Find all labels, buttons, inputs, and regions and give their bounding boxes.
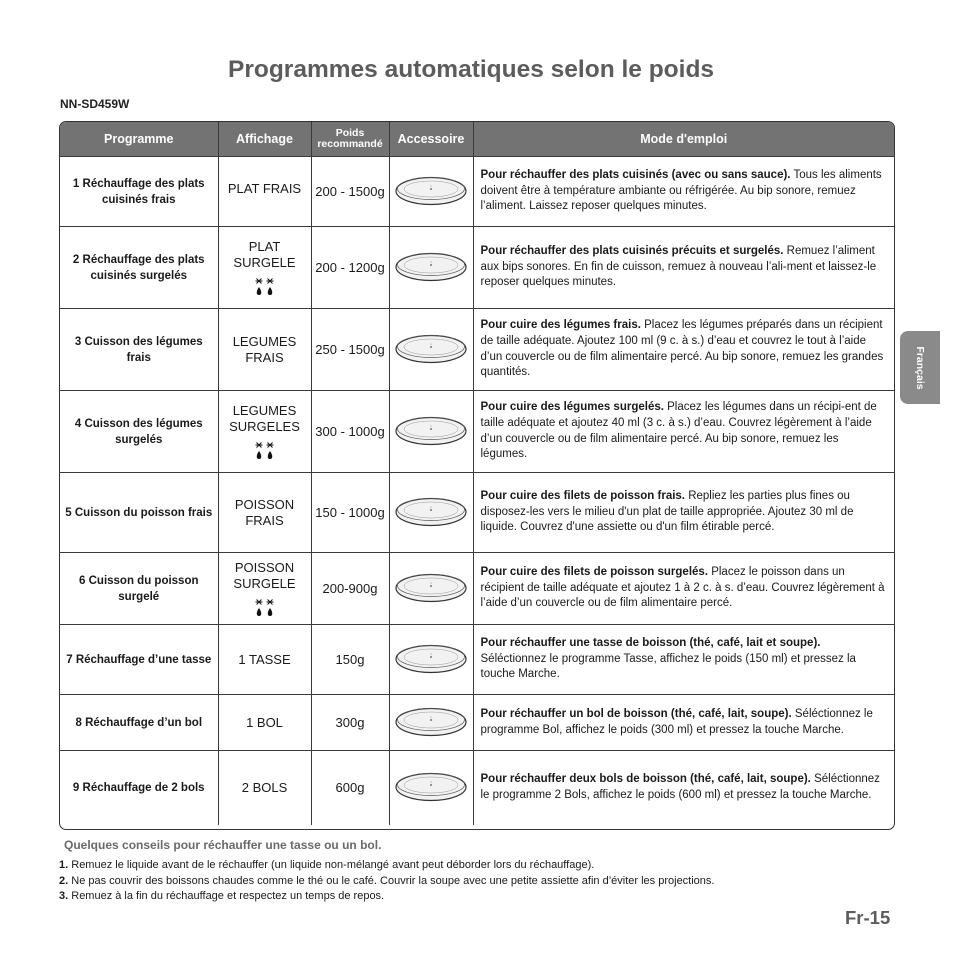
tip-text: Remuez à la fin du réchauffage et respectez un temps de repos. xyxy=(68,890,385,902)
weight-cell: 150g xyxy=(311,625,389,695)
instructions-text: Séléctionnez le programme 2 Bols, affichez le poids (600 ml) et pressez la touche Marche. xyxy=(480,773,880,801)
display-text: 1 BOL xyxy=(246,714,283,730)
display-text: LEGUMES SURGELES xyxy=(229,402,300,434)
instructions-lead: Pour réchauffer deux bols de boisson (thé, café, lait, soupe). xyxy=(480,773,811,786)
instructions-lead: Pour réchauffer une tasse de boisson (thé, café, lait et soupe). xyxy=(480,637,821,650)
tip-number: 2. xyxy=(59,874,69,887)
programme-label: Réchauffage de 2 bols xyxy=(82,781,205,794)
turntable-plate-icon xyxy=(395,641,467,675)
language-tab-label: Français xyxy=(914,345,926,390)
programme-label: Cuisson du poisson frais xyxy=(74,506,213,519)
instructions-lead: Pour réchauffer des plats cuisinés précuits et surgelés. xyxy=(480,245,784,258)
page-title: Programmes automatiques selon le poids xyxy=(228,56,715,83)
header-poids: Poids recommandé xyxy=(311,122,389,157)
accessory-cell xyxy=(389,309,473,391)
tip-number: 3. xyxy=(59,890,69,902)
programme-label: Réchauffage des plats cuisinés surgelés xyxy=(82,253,205,282)
programme-number: 3 xyxy=(74,335,82,348)
accessory-cell xyxy=(389,751,473,825)
programme-label: Réchauffage des plats cuisinés frais xyxy=(82,177,205,206)
turntable-plate-icon xyxy=(395,249,467,283)
frozen-icon xyxy=(254,598,276,618)
affichage-cell xyxy=(218,625,311,695)
tip-number: 1. xyxy=(59,859,69,871)
instructions-text: Tous les aliments doivent être à température ambiante ou réfrigérée. Au bip sonore, remuez l’aliment. Laissez reposer quelques minutes. xyxy=(480,169,882,213)
affichage-cell xyxy=(218,227,311,309)
programs-table xyxy=(59,121,895,830)
table-row xyxy=(60,157,894,227)
table-row xyxy=(60,391,894,473)
affichage-cell xyxy=(218,157,311,227)
display-text: PLAT FRAIS xyxy=(227,181,302,196)
table-row xyxy=(60,695,894,751)
affichage-cell xyxy=(218,473,311,553)
programme-cell xyxy=(60,473,218,553)
programme-number: 6 xyxy=(79,574,86,587)
programme-number: 9 xyxy=(72,781,80,794)
instructions-cell xyxy=(473,553,894,625)
turntable-plate-icon xyxy=(395,570,467,604)
weight-cell: 250 - 1500g xyxy=(311,309,389,391)
instructions-text: Placez le poisson dans un récipient de taille adéquate et ajoutez 1 à 2 c. à s. d’eau. Couvrez légèrement à l’aide d’un couvercle ou de film alimentaire percé. xyxy=(480,566,885,610)
programme-cell xyxy=(60,227,218,309)
affichage-cell xyxy=(218,309,311,391)
model-number: NN-SD459W xyxy=(60,97,130,111)
programme-label: Réchauffage d’une tasse xyxy=(75,653,212,666)
header-affichage: Affichage xyxy=(218,122,311,157)
tip-text: Ne pas couvrir des boissons chaudes comme le thé ou le café. Couvrir la soupe avec une petite assiette afin d’éviter les projections. xyxy=(68,874,715,887)
programme-cell xyxy=(60,695,218,751)
display-text: 1 TASSE xyxy=(238,651,291,667)
programme-number: 1 xyxy=(72,177,80,190)
programme-cell xyxy=(60,391,218,473)
page-number: Fr-15 xyxy=(845,907,891,928)
instructions-cell xyxy=(473,309,894,391)
display-text: PLAT SURGELE xyxy=(233,238,296,270)
accessory-cell xyxy=(389,473,473,553)
instructions-text: Séléctionnez le programme Bol, affichez le poids (300 ml) et pressez la touche Marche. xyxy=(480,707,873,736)
frozen-icon xyxy=(254,441,276,461)
display-text: POISSON FRAIS xyxy=(234,496,295,528)
weight-cell: 200-900g xyxy=(311,553,389,625)
programme-number: 7 xyxy=(66,653,73,666)
instructions-cell xyxy=(473,157,894,227)
table-row xyxy=(60,309,894,391)
programme-label: Cuisson des légumes frais xyxy=(84,335,203,364)
instructions-text: Placez les légumes dans un récipi-ent de taille adéquate et ajoutez 40 ml (3 c. à s.) d’eau. Couvrez légèrement à l’aide d’un couvercle ou de film alimentaire percé. Au bip sonore, remuez les légumes. xyxy=(480,401,877,461)
programme-cell xyxy=(60,625,218,695)
weight-cell: 300g xyxy=(311,695,389,751)
instructions-cell xyxy=(473,227,894,309)
programme-cell xyxy=(60,751,218,825)
instructions-cell xyxy=(473,625,894,695)
instructions-lead: Pour réchauffer un bol de boisson (thé, café, lait, soupe). xyxy=(480,707,792,720)
programme-label: Réchauffage d’un bol xyxy=(85,716,203,729)
table-row xyxy=(60,625,894,695)
instructions-text: Repliez les parties plus fines ou disposez-les vers le milieu d'un plat de taille appropriée. Ajoutez 30 ml de liquide. Couvrez d'une assiette ou d'un film étirable percé. xyxy=(480,490,854,534)
turntable-plate-icon xyxy=(395,704,467,738)
instructions-lead: Pour cuire des légumes frais. xyxy=(480,319,641,332)
instructions-text: Placez les légumes préparés dans un récipient de taille adéquate. Ajoutez 100 ml (9 c. à s.) d’eau et couvrez le tout à l’aide d’un couvercle ou de film alimentaire percé. Au bip sonore, remuez les grandes quantités. xyxy=(480,319,884,379)
instructions-text: Remuez l’aliment aux bips sonores. En fin de cuisson, remuez à nouveau l’ali-ment et laissez-le reposer quelques minutes. xyxy=(480,245,877,289)
accessory-cell xyxy=(389,157,473,227)
accessory-cell xyxy=(389,625,473,695)
weight-cell: 600g xyxy=(311,751,389,825)
affichage-cell xyxy=(218,695,311,751)
accessory-cell xyxy=(389,391,473,473)
display-text: POISSON SURGELE xyxy=(233,559,296,591)
instructions-cell xyxy=(473,391,894,473)
accessory-cell xyxy=(389,553,473,625)
display-text: LEGUMES FRAIS xyxy=(232,333,297,365)
programme-label: Cuisson des légumes surgelés xyxy=(84,417,203,446)
language-tab xyxy=(900,331,940,404)
tip-text: Remuez le liquide avant de le réchauffer (un liquide non-mélangé avant peut déborder lors du réchauffage). xyxy=(68,859,595,871)
tips-title: Quelques conseils pour réchauffer une tasse ou un bol. xyxy=(64,838,382,852)
instructions-lead: Pour cuire des légumes surgelés. xyxy=(480,401,664,414)
programme-number: 8 xyxy=(75,716,82,729)
weight-cell: 200 - 1500g xyxy=(311,157,389,227)
weight-cell: 300 - 1000g xyxy=(311,391,389,473)
instructions-cell xyxy=(473,751,894,825)
header-programme: Programme xyxy=(60,122,218,157)
frozen-icon xyxy=(254,277,276,297)
affichage-cell xyxy=(218,391,311,473)
weight-cell: 200 - 1200g xyxy=(311,227,389,309)
programme-cell xyxy=(60,157,218,227)
instructions-cell xyxy=(473,473,894,553)
table-row xyxy=(60,227,894,309)
turntable-plate-icon xyxy=(395,494,467,528)
turntable-plate-icon xyxy=(395,413,467,447)
programme-cell xyxy=(60,309,218,391)
table-row xyxy=(60,751,894,825)
turntable-plate-icon xyxy=(395,769,467,803)
accessory-cell xyxy=(389,695,473,751)
affichage-cell xyxy=(218,751,311,825)
programme-label: Cuisson du poisson surgelé xyxy=(88,574,199,603)
display-text: 2 BOLS xyxy=(241,779,288,795)
affichage-cell xyxy=(218,553,311,625)
programme-number: 2 xyxy=(72,253,80,266)
instructions-lead: Pour cuire des filets de poisson surgelés. xyxy=(480,566,709,579)
table-row xyxy=(60,473,894,553)
weight-cell: 150 - 1000g xyxy=(311,473,389,553)
instructions-lead: Pour cuire des filets de poisson frais. xyxy=(480,490,686,503)
table-row xyxy=(60,553,894,625)
tip-item xyxy=(59,858,714,874)
instructions-text: Séléctionnez le programme Tasse, affichez le poids (150 ml) et pressez la touche Marche. xyxy=(480,652,856,681)
instructions-lead: Pour réchauffer des plats cuisinés (avec ou sans sauce). xyxy=(480,169,791,182)
turntable-plate-icon xyxy=(395,173,467,207)
programme-cell xyxy=(60,553,218,625)
turntable-plate-icon xyxy=(395,331,467,365)
header-mode: Mode d'emploi xyxy=(473,122,894,157)
tip-item xyxy=(59,874,714,890)
header-accessoire: Accessoire xyxy=(389,122,473,157)
accessory-cell xyxy=(389,227,473,309)
programme-number: 5 xyxy=(65,506,72,519)
instructions-cell xyxy=(473,695,894,751)
tip-item xyxy=(59,889,714,905)
programme-number: 4 xyxy=(74,417,82,430)
tips-list xyxy=(59,858,714,905)
